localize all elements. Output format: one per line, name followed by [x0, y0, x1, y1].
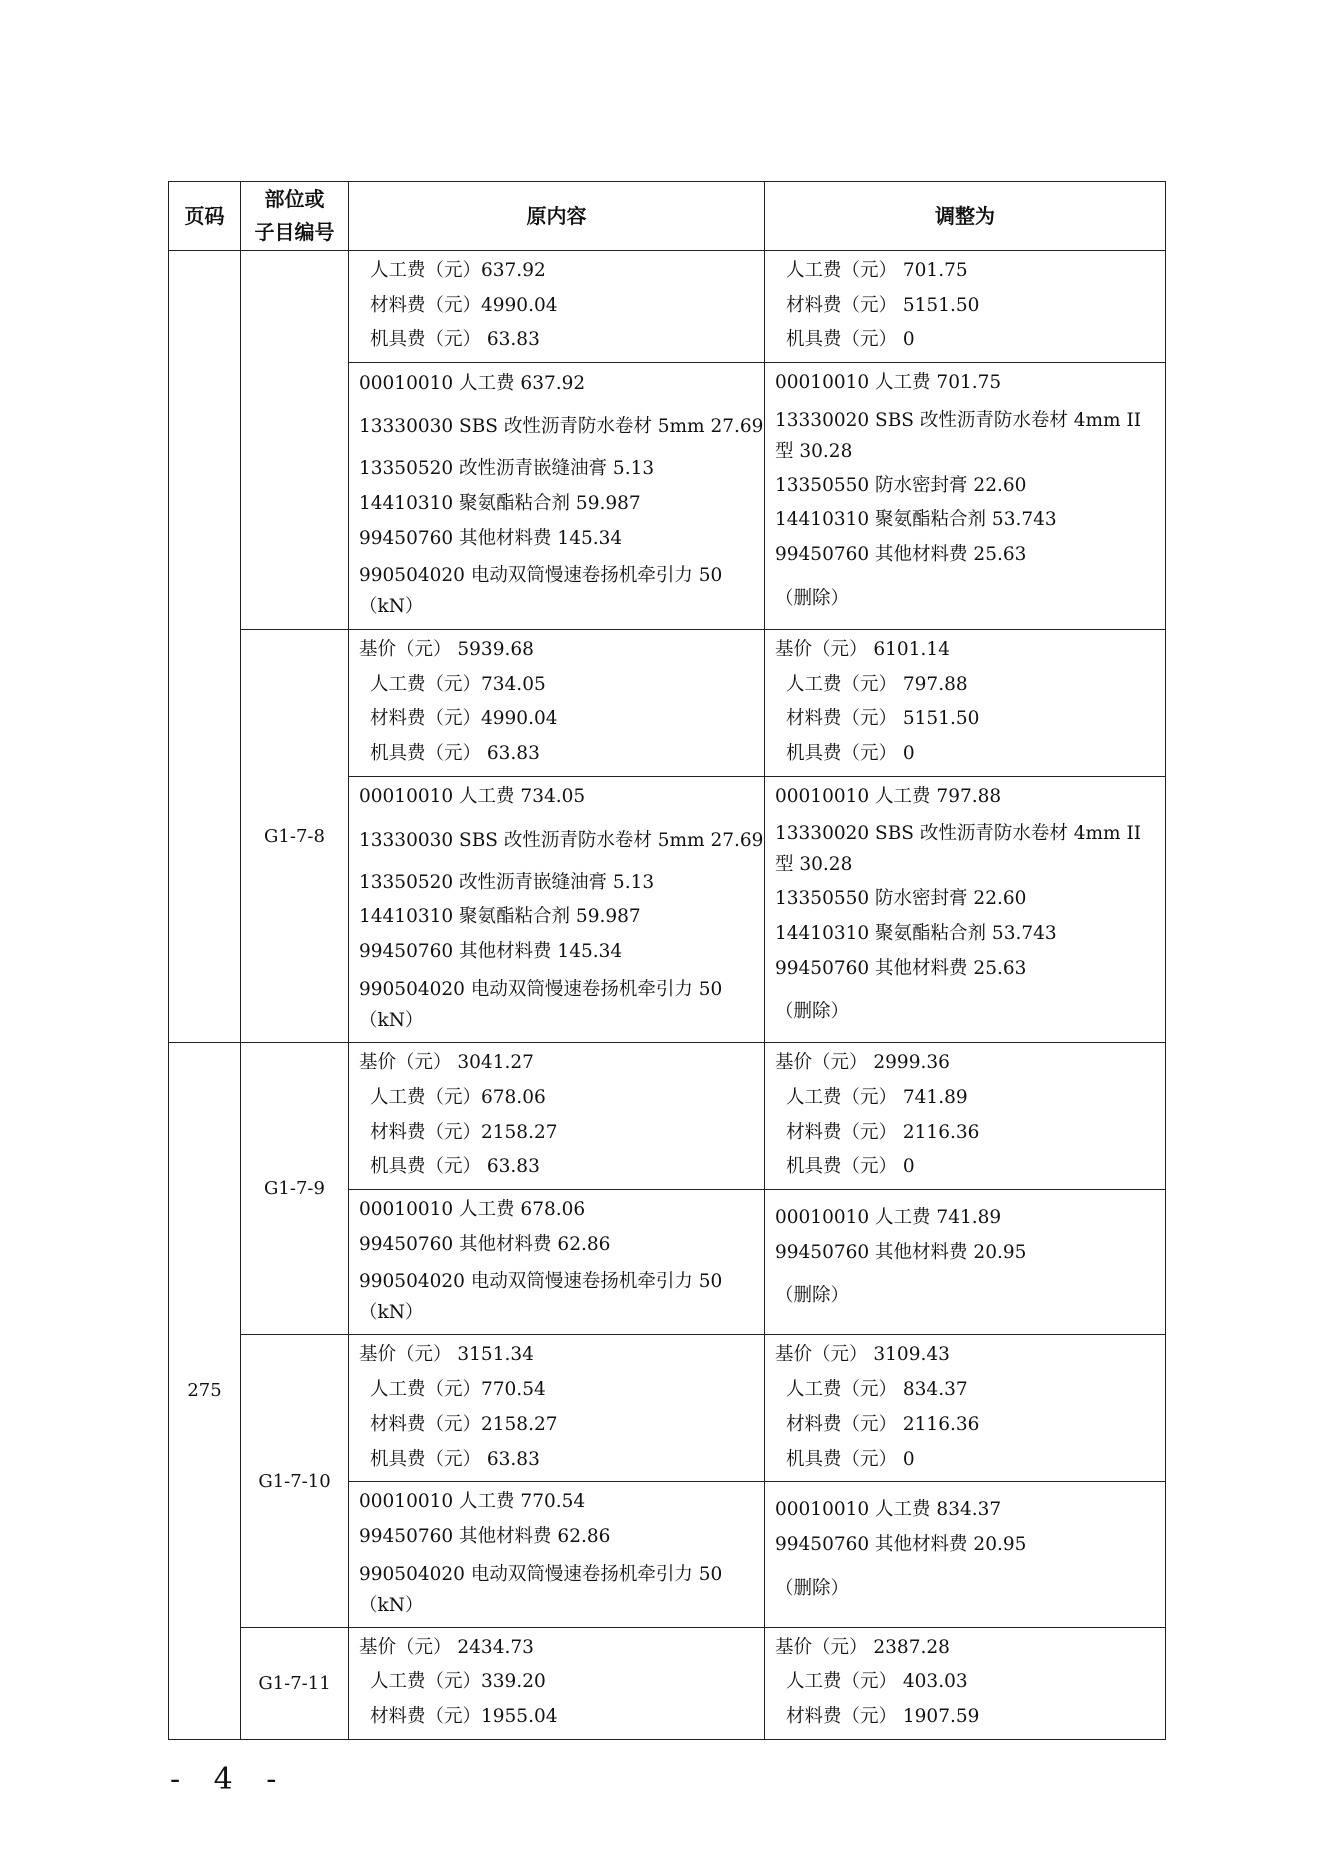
adjusted-line: （删除）	[775, 1577, 850, 1599]
adjusted-line: （删除）	[775, 1001, 850, 1023]
adjusted-line: 00010010 人工费 701.75	[775, 372, 1002, 394]
original-line: 人工费（元）339.20	[370, 1671, 546, 1693]
adjusted-line: 基价（元） 3109.43	[775, 1344, 950, 1366]
adjusted-line: 人工费（元） 403.03	[786, 1671, 968, 1693]
original-line: 990504020 电动双筒慢速卷扬机牵引力 50（kN）	[359, 978, 723, 1031]
original-cell	[349, 1627, 765, 1739]
original-line: 00010010 人工费 637.92	[359, 372, 586, 394]
original-cell	[349, 251, 765, 363]
adjusted-cell	[765, 1043, 1166, 1190]
adjusted-line: 人工费（元） 797.88	[786, 673, 968, 695]
adjusted-line: 人工费（元） 701.75	[786, 260, 968, 281]
original-line: 材料费（元）4990.04	[370, 708, 558, 730]
original-cell	[349, 1335, 765, 1482]
adjusted-line: （删除）	[775, 1285, 850, 1307]
original-line: 13330030 SBS 改性沥青防水卷材 5mm 27.69	[359, 829, 764, 851]
item-cell-empty	[241, 251, 349, 630]
adjusted-line: 13330020 SBS 改性沥青防水卷材 4mm II 型 30.28	[775, 409, 1142, 462]
original-line: 人工费（元）770.54	[370, 1379, 546, 1401]
adjustment-table	[168, 181, 1166, 1740]
adjusted-line: 机具费（元） 0	[786, 329, 915, 351]
original-cell	[349, 1190, 765, 1335]
original-line: 人工费（元）734.05	[370, 673, 546, 695]
original-line: 13330030 SBS 改性沥青防水卷材 5mm 27.69	[359, 416, 764, 438]
original-line: 990504020 电动双筒慢速卷扬机牵引力 50（kN）	[359, 565, 723, 618]
adjusted-cell	[765, 776, 1166, 1043]
adjusted-line: 99450760 其他材料费 20.95	[775, 1241, 1027, 1263]
table-row	[169, 1043, 1166, 1190]
original-line: 00010010 人工费 770.54	[359, 1491, 586, 1513]
adjusted-line: 材料费（元） 5151.50	[786, 294, 980, 316]
table-row	[169, 1335, 1166, 1482]
header-page: 页码	[169, 182, 241, 251]
original-line: 基价（元） 2434.73	[359, 1636, 534, 1658]
adjusted-line: 00010010 人工费 834.37	[775, 1499, 1002, 1521]
adjusted-line: 99450760 其他材料费 25.63	[775, 957, 1027, 979]
original-cell	[349, 1482, 765, 1627]
original-line: 99450760 其他材料费 145.34	[359, 941, 623, 963]
adjusted-line: 14410310 聚氨酯粘合剂 53.743	[775, 509, 1057, 531]
original-line: 机具费（元） 63.83	[370, 1156, 540, 1178]
original-line: 材料费（元）4990.04	[370, 294, 558, 316]
original-line: 99450760 其他材料费 145.34	[359, 527, 623, 549]
table-row	[169, 629, 1166, 776]
original-cell	[349, 629, 765, 776]
adjusted-line: 人工费（元） 741.89	[786, 1087, 968, 1108]
original-line: 00010010 人工费 734.05	[359, 786, 586, 808]
original-cell	[349, 1043, 765, 1190]
adjusted-line: 00010010 人工费 741.89	[775, 1207, 1002, 1229]
adjusted-cell	[765, 1627, 1166, 1739]
adjusted-line: 机具费（元） 0	[786, 1156, 915, 1178]
adjusted-line: 14410310 聚氨酯粘合剂 53.743	[775, 922, 1057, 944]
adjusted-cell	[765, 251, 1166, 363]
header-item-line2: 子目编号	[254, 220, 335, 244]
original-line: 13350520 改性沥青嵌缝油膏 5.13	[359, 871, 655, 893]
adjusted-cell	[765, 1482, 1166, 1627]
adjusted-line: 材料费（元） 5151.50	[786, 708, 980, 730]
original-line: 基价（元） 3041.27	[359, 1052, 534, 1074]
adjusted-line: 基价（元） 6101.14	[775, 638, 950, 660]
adjusted-line: 机具费（元） 0	[786, 1448, 915, 1470]
adjusted-line: 13350550 防水密封膏 22.60	[775, 474, 1027, 496]
original-line: 机具费（元） 63.83	[370, 1448, 540, 1470]
page-number-cell: 275	[169, 1043, 241, 1739]
original-line: 材料费（元）2158.27	[370, 1121, 558, 1143]
adjusted-line: 00010010 人工费 797.88	[775, 785, 1002, 807]
header-row	[169, 182, 1166, 251]
original-line: 机具费（元） 63.83	[370, 329, 540, 351]
original-line: 人工费（元）678.06	[370, 1087, 546, 1108]
original-line: 基价（元） 3151.34	[359, 1344, 534, 1366]
adjusted-line: 99450760 其他材料费 25.63	[775, 544, 1027, 566]
header-item	[241, 182, 349, 251]
adjusted-line: 材料费（元） 2116.36	[786, 1413, 980, 1435]
adjusted-cell	[765, 1335, 1166, 1482]
original-line: 00010010 人工费 678.06	[359, 1199, 586, 1221]
page-cell-empty	[169, 251, 241, 1043]
adjusted-cell	[765, 363, 1166, 630]
adjusted-cell	[765, 1190, 1166, 1335]
adjusted-line: 材料费（元） 1907.59	[786, 1705, 980, 1727]
item-code: G1-7-8	[241, 629, 349, 1043]
adjusted-line: （删除）	[775, 587, 850, 609]
item-code: G1-7-9	[241, 1043, 349, 1335]
original-line: 14410310 聚氨酯粘合剂 59.987	[359, 906, 641, 928]
original-cell	[349, 776, 765, 1043]
adjusted-line: 基价（元） 2999.36	[775, 1052, 950, 1074]
adjusted-line: 13330020 SBS 改性沥青防水卷材 4mm II 型 30.28	[775, 823, 1142, 876]
original-line: 990504020 电动双筒慢速卷扬机牵引力 50（kN）	[359, 1271, 723, 1324]
original-line: 14410310 聚氨酯粘合剂 59.987	[359, 492, 641, 514]
original-line: 基价（元） 5939.68	[359, 638, 534, 660]
page-number: - 4 -	[170, 1762, 289, 1797]
adjusted-line: 机具费（元） 0	[786, 742, 915, 764]
table-row	[169, 1627, 1166, 1739]
original-line: 材料费（元）1955.04	[370, 1705, 558, 1727]
adjusted-line: 99450760 其他材料费 20.95	[775, 1533, 1027, 1555]
original-line: 99450760 其他材料费 62.86	[359, 1525, 611, 1547]
adjusted-line: 基价（元） 2387.28	[775, 1636, 950, 1658]
adjusted-line: 人工费（元） 834.37	[786, 1379, 968, 1401]
item-code: G1-7-11	[241, 1627, 349, 1739]
header-original: 原内容	[349, 182, 765, 251]
table-row	[169, 251, 1166, 363]
item-code: G1-7-10	[241, 1335, 349, 1627]
original-line: 机具费（元） 63.83	[370, 742, 540, 764]
header-adjusted: 调整为	[765, 182, 1166, 251]
adjusted-line: 13350550 防水密封膏 22.60	[775, 888, 1027, 910]
adjusted-cell	[765, 629, 1166, 776]
original-line: 99450760 其他材料费 62.86	[359, 1233, 611, 1255]
original-line: 13350520 改性沥青嵌缝油膏 5.13	[359, 458, 655, 480]
original-line: 材料费（元）2158.27	[370, 1413, 558, 1435]
original-cell	[349, 363, 765, 630]
header-item-line1: 部位或	[264, 187, 325, 211]
original-line: 990504020 电动双筒慢速卷扬机牵引力 50（kN）	[359, 1563, 723, 1616]
adjusted-line: 材料费（元） 2116.36	[786, 1121, 980, 1143]
original-line: 人工费（元）637.92	[370, 260, 546, 281]
